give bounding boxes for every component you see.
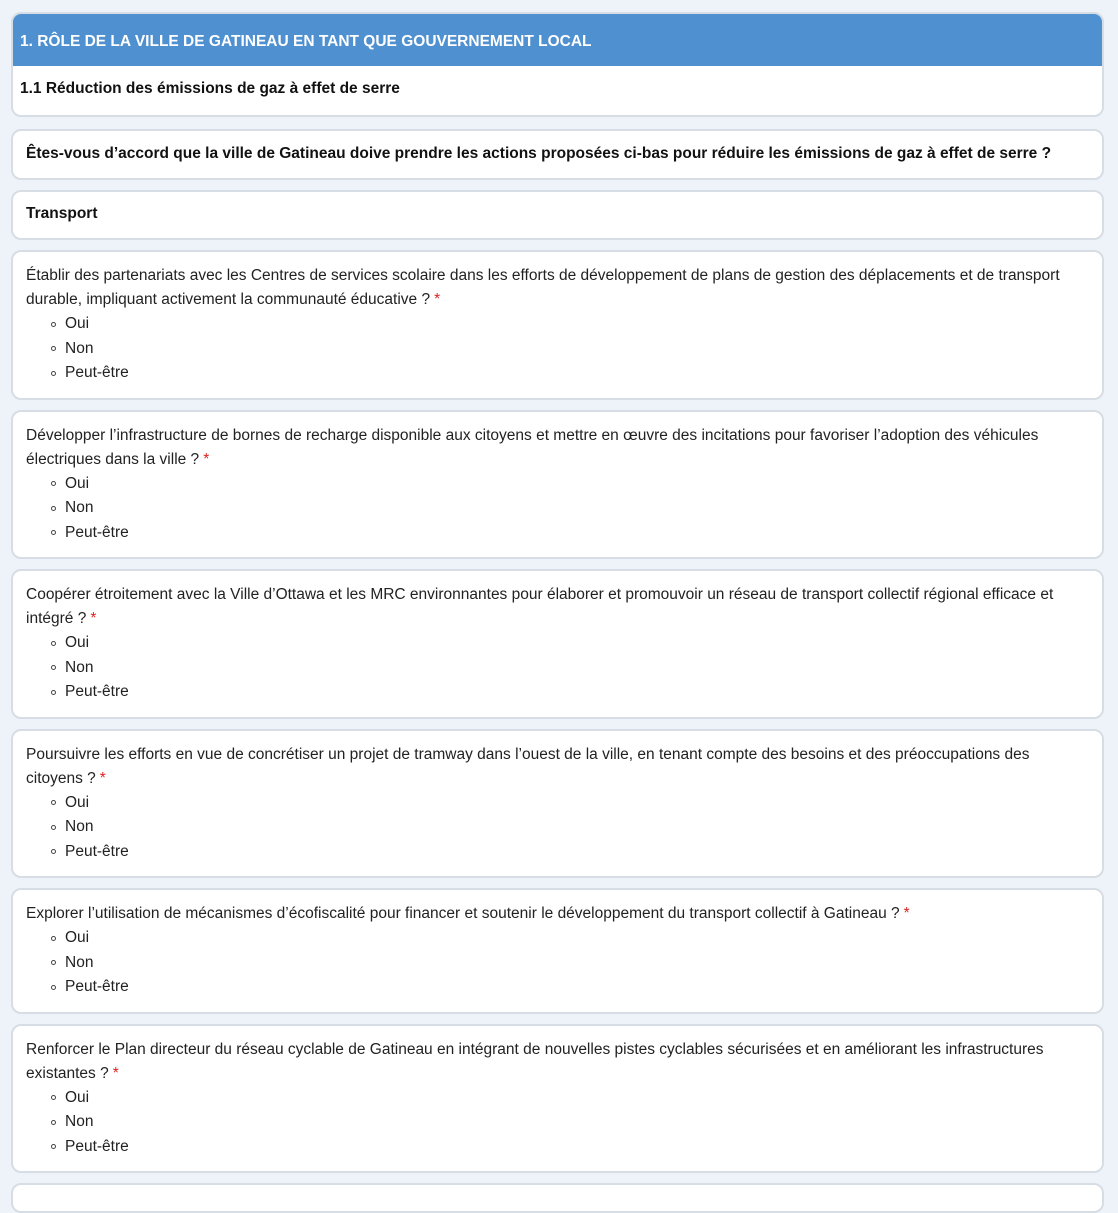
option-oui[interactable] (51, 1086, 1090, 1111)
question-card (11, 569, 1104, 719)
option-label: Oui (65, 474, 90, 492)
radio-circle-icon[interactable] (51, 665, 56, 670)
question-label: Renforcer le Plan directeur du réseau cyclable de Gatineau en intégrant de nouvelles pistes cyclables sécurisées et en améliorant les infrastructures existantes ? (26, 1040, 1044, 1082)
question-card (11, 250, 1104, 400)
next-card-partial (11, 1183, 1104, 1213)
option-non[interactable] (51, 337, 1090, 362)
question-text (26, 743, 1090, 791)
radio-circle-icon[interactable] (51, 849, 56, 854)
radio-circle-icon[interactable] (51, 960, 56, 965)
option-label: Oui (65, 793, 90, 811)
options-list (26, 472, 1090, 546)
question-card (11, 410, 1104, 560)
option-oui[interactable] (51, 926, 1090, 951)
question-label: Explorer l’utilisation de mécanismes d’écofiscalité pour financer et soutenir le développement du transport collectif à Gatineau ? (26, 905, 900, 922)
option-label: Non (65, 339, 94, 357)
intro-question: Êtes-vous d’accord que la ville de Gatineau doive prendre les actions proposées ci-bas pour réduire les émissions de gaz à effet de serre ? (11, 129, 1104, 180)
subsection-title: 1.1 Réduction des émissions de gaz à effet de serre (20, 80, 400, 97)
question-label: Poursuivre les efforts en vue de concrétiser un projet de tramway dans l’ouest de la ville, en tenant compte des besoins et des préoccupations des citoyens ? (26, 745, 1030, 787)
option-label: Non (65, 1113, 94, 1130)
radio-circle-icon[interactable] (51, 641, 56, 646)
radio-circle-icon[interactable] (51, 481, 56, 486)
options-list (26, 1086, 1090, 1160)
option-label: Peut-être (65, 683, 129, 700)
question-text (26, 264, 1090, 312)
radio-circle-icon[interactable] (51, 825, 56, 830)
option-peut-etre[interactable] (51, 1135, 1090, 1160)
option-label: Non (65, 658, 94, 676)
radio-circle-icon[interactable] (51, 1144, 56, 1149)
option-non[interactable] (51, 951, 1090, 976)
option-non[interactable] (51, 815, 1090, 840)
radio-circle-icon[interactable] (51, 1120, 56, 1125)
question-text (26, 902, 1090, 926)
question-card (11, 888, 1104, 1014)
option-oui[interactable] (51, 631, 1090, 656)
radio-circle-icon[interactable] (51, 322, 56, 327)
option-label: Non (65, 818, 94, 835)
radio-circle-icon[interactable] (51, 530, 56, 535)
option-label: Peut-être (65, 1137, 129, 1155)
question-text (26, 583, 1090, 631)
option-oui[interactable] (51, 312, 1090, 337)
option-label: Oui (65, 1088, 90, 1106)
question-label: Coopérer étroitement avec la Ville d’Ottawa et les MRC environnantes pour élaborer et promouvoir un réseau de transport collectif régional efficace et intégré ? (26, 586, 1054, 627)
options-list (26, 791, 1090, 865)
question-label: Développer l’infrastructure de bornes de recharge disponible aux citoyens et mettre en œuvre des incitations pour favoriser l’adoption des véhicules électriques dans la ville ? (26, 426, 1039, 468)
required-marker: * (203, 450, 210, 468)
option-label: Oui (65, 634, 90, 651)
option-label: Peut-être (65, 842, 129, 860)
radio-circle-icon[interactable] (51, 690, 56, 695)
option-label: Non (65, 499, 94, 516)
radio-circle-icon[interactable] (51, 985, 56, 990)
option-non[interactable] (51, 1110, 1090, 1135)
option-peut-etre[interactable] (51, 521, 1090, 546)
required-marker: * (112, 1064, 119, 1082)
required-marker: * (99, 769, 106, 787)
required-marker: * (434, 291, 441, 308)
option-non[interactable] (51, 496, 1090, 521)
section-title: 1. RÔLE DE LA VILLE DE GATINEAU EN TANT QUE GOUVERNEMENT LOCAL (13, 14, 1102, 66)
question-list (11, 250, 1104, 1173)
radio-circle-icon[interactable] (51, 506, 56, 511)
options-list (26, 631, 1090, 705)
option-oui[interactable] (51, 472, 1090, 497)
radio-circle-icon[interactable] (51, 936, 56, 941)
option-label: Oui (65, 315, 90, 332)
question-text (26, 424, 1090, 472)
question-text (26, 1038, 1090, 1086)
option-label: Peut-être (65, 523, 129, 541)
option-peut-etre[interactable] (51, 680, 1090, 705)
required-marker: * (903, 905, 910, 922)
radio-circle-icon[interactable] (51, 800, 56, 805)
option-oui[interactable] (51, 791, 1090, 816)
section-card (11, 12, 1104, 117)
option-label: Oui (65, 929, 90, 946)
option-label: Peut-être (65, 978, 129, 995)
question-card (11, 729, 1104, 879)
question-label: Établir des partenariats avec les Centres de services scolaire dans les efforts de développement de plans de gestion des déplacements et de transport durable, impliquant activement la communauté éducative ? (26, 267, 1060, 308)
radio-circle-icon[interactable] (51, 1095, 56, 1100)
option-peut-etre[interactable] (51, 361, 1090, 386)
required-marker: * (90, 610, 97, 627)
radio-circle-icon[interactable] (51, 346, 56, 351)
option-non[interactable] (51, 656, 1090, 681)
category-title: Transport (11, 190, 1104, 240)
options-list (26, 312, 1090, 386)
radio-circle-icon[interactable] (51, 371, 56, 376)
option-peut-etre[interactable] (51, 975, 1090, 1000)
options-list (26, 926, 1090, 1000)
option-peut-etre[interactable] (51, 840, 1090, 865)
option-label: Non (65, 953, 94, 971)
question-card (11, 1024, 1104, 1174)
option-label: Peut-être (65, 364, 129, 381)
